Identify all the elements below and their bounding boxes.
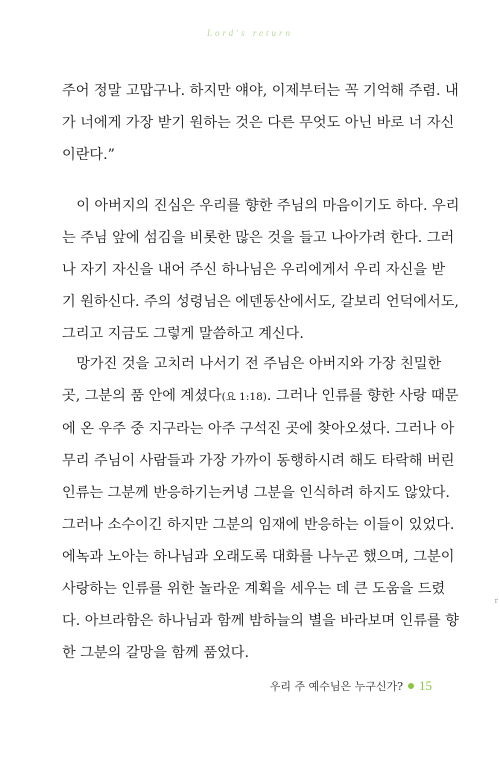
text-line: 다. 아브라함은 하나님과 함께 밤하늘의 별을 바라보며 인류를 향 [62, 613, 459, 629]
text-line: 그리고 지금도 그렇게 말씀하고 계신다. [62, 326, 304, 342]
text-line: 사랑하는 인류를 위한 놀라운 계획을 세우는 데 큰 도움을 드렸 [62, 581, 446, 597]
section-title: 우리 주 예수님은 누구신가? [269, 680, 403, 693]
text-line: 한 그분의 갈망을 함께 품었다. [62, 645, 250, 661]
page-footer [270, 678, 432, 694]
text-line [62, 380, 459, 413]
paragraph-3 [62, 348, 459, 669]
paragraph-2 [62, 190, 460, 350]
scripture-reference: (요 1:18) [221, 391, 267, 403]
text-line: 이 아버지의 진심은 우리를 향한 주님의 마음이기도 하다. 우리 [62, 198, 460, 214]
edge-mark: r [494, 597, 498, 605]
text-line: 는 주님 앞에 섬김을 비롯한 많은 것을 들고 나아가려 한다. 그러 [62, 230, 455, 246]
text-segment: 곳, 그분의 품 안에 계셨다 [62, 388, 222, 404]
text-line: 나 자기 자신을 내어 주신 하나님은 우리에게서 우리 자신을 받 [62, 262, 446, 278]
text-line: 인류는 그분께 반응하기는커녕 그분을 인식하려 하지도 않았다. [62, 485, 450, 501]
running-header: Lord's return [206, 28, 294, 38]
text-line: 이란다.” [62, 147, 115, 163]
text-line: 망가진 것을 고치러 나서기 전 주님은 아버지와 가장 친밀한 [62, 356, 442, 372]
text-line: 에 온 우주 중 지구라는 아주 구석진 곳에 찾아오셨다. 그러나 아 [62, 421, 455, 437]
bullet-dot-icon [408, 683, 414, 689]
text-segment: . 그러나 인류를 향한 사랑 때문 [266, 388, 459, 404]
text-line: 그러나 소수이긴 하지만 그분의 임재에 반응하는 이들이 있었다. [62, 517, 455, 533]
page-number: 15 [419, 678, 432, 693]
text-line: 주어 정말 고맙구나. 하지만 얘야, 이제부터는 꼭 기억해 주렴. 내 [62, 83, 459, 99]
text-line: 무리 주님이 사람들과 가장 가까이 동행하시려 해도 타락해 버린 [62, 453, 455, 469]
text-line: 기 원하신다. 주의 성령님은 에덴동산에서도, 갈보리 언덕에서도, [62, 294, 459, 310]
text-line: 가 너에게 가장 받기 원하는 것은 다른 무엇도 아닌 바로 너 자신 [62, 115, 455, 131]
text-line: 에녹과 노아는 하나님과 오래도록 대화를 나누곤 했으며, 그분이 [62, 549, 455, 565]
paragraph-1 [62, 75, 459, 171]
